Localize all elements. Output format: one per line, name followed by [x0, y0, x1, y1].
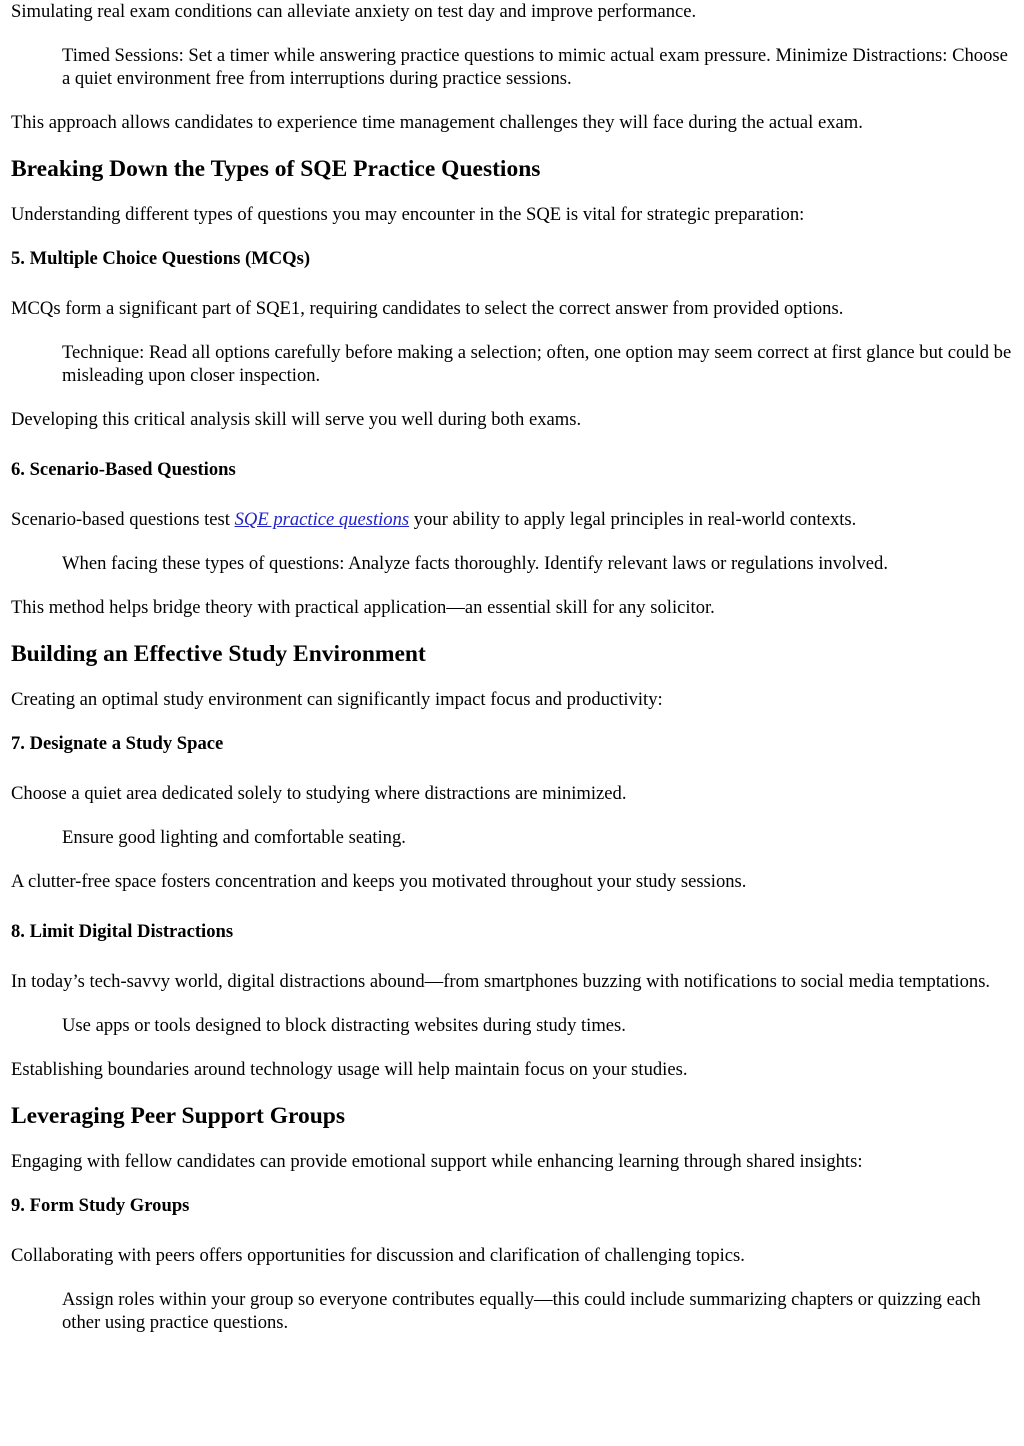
subsection-heading: 7. Designate a Study Space — [11, 733, 224, 754]
paragraph: Collaborating with peers offers opportunities for discussion and clarification of challenging topics. — [11, 1245, 745, 1266]
subsection-heading: 8. Limit Digital Distractions — [11, 921, 234, 942]
paragraph: A clutter-free space fosters concentration and keeps you motivated throughout your study sessions. — [11, 871, 747, 892]
paragraph: This method helps bridge theory with practical application—an essential skill for any solicitor. — [11, 597, 715, 618]
paragraph: In today’s tech-savvy world, digital distractions abound—from smartphones buzzing with notifications to social media temptations. — [11, 971, 991, 992]
section-heading: Breaking Down the Types of SQE Practice Questions — [11, 156, 541, 182]
sqe-practice-questions-link[interactable]: SQE practice questions — [234, 509, 410, 530]
paragraph: Creating an optimal study environment can significantly impact focus and productivity: — [11, 689, 663, 710]
paragraph-text: your ability to apply legal principles in real-world contexts. — [409, 509, 857, 530]
paragraph: MCQs form a significant part of SQE1, requiring candidates to select the correct answer from provided options. — [11, 298, 844, 319]
blockquote: Ensure good lighting and comfortable seating. — [62, 827, 406, 848]
blockquote: Timed Sessions: Set a timer while answering practice questions to mimic actual exam pressure. Minimize Distractions: Choose a quiet environment free from interruptions during practice sessions. — [62, 45, 1008, 89]
subsection-heading: 6. Scenario-Based Questions — [11, 459, 236, 480]
blockquote: When facing these types of questions: Analyze facts thoroughly. Identify relevant laws or regulations involved. — [62, 553, 888, 574]
paragraph: Simulating real exam conditions can alleviate anxiety on test day and improve performance. — [11, 1, 697, 22]
paragraph: This approach allows candidates to experience time management challenges they will face during the actual exam. — [11, 112, 863, 133]
blockquote: Use apps or tools designed to block distracting websites during study times. — [62, 1015, 626, 1036]
paragraph: Understanding different types of questions you may encounter in the SQE is vital for strategic preparation: — [11, 204, 805, 225]
blockquote: Technique: Read all options carefully before making a selection; often, one option may seem correct at first glance but could be misleading upon closer inspection. — [62, 342, 1012, 386]
paragraph-text: Scenario-based questions test — [11, 509, 235, 530]
paragraph-with-link — [11, 508, 1013, 531]
paragraph: Engaging with fellow candidates can provide emotional support while enhancing learning through shared insights: — [11, 1151, 863, 1172]
paragraph: Choose a quiet area dedicated solely to studying where distractions are minimized. — [11, 783, 627, 804]
subsection-heading: 5. Multiple Choice Questions (MCQs) — [11, 248, 311, 269]
section-heading: Leveraging Peer Support Groups — [11, 1103, 346, 1129]
subsection-heading: 9. Form Study Groups — [11, 1195, 190, 1216]
blockquote: Assign roles within your group so everyone contributes equally—this could include summarizing chapters or quizzing each other using practice questions. — [62, 1289, 981, 1333]
section-heading: Building an Effective Study Environment — [11, 641, 426, 667]
paragraph: Developing this critical analysis skill will serve you well during both exams. — [11, 409, 582, 430]
paragraph: Establishing boundaries around technology usage will help maintain focus on your studies. — [11, 1059, 688, 1080]
